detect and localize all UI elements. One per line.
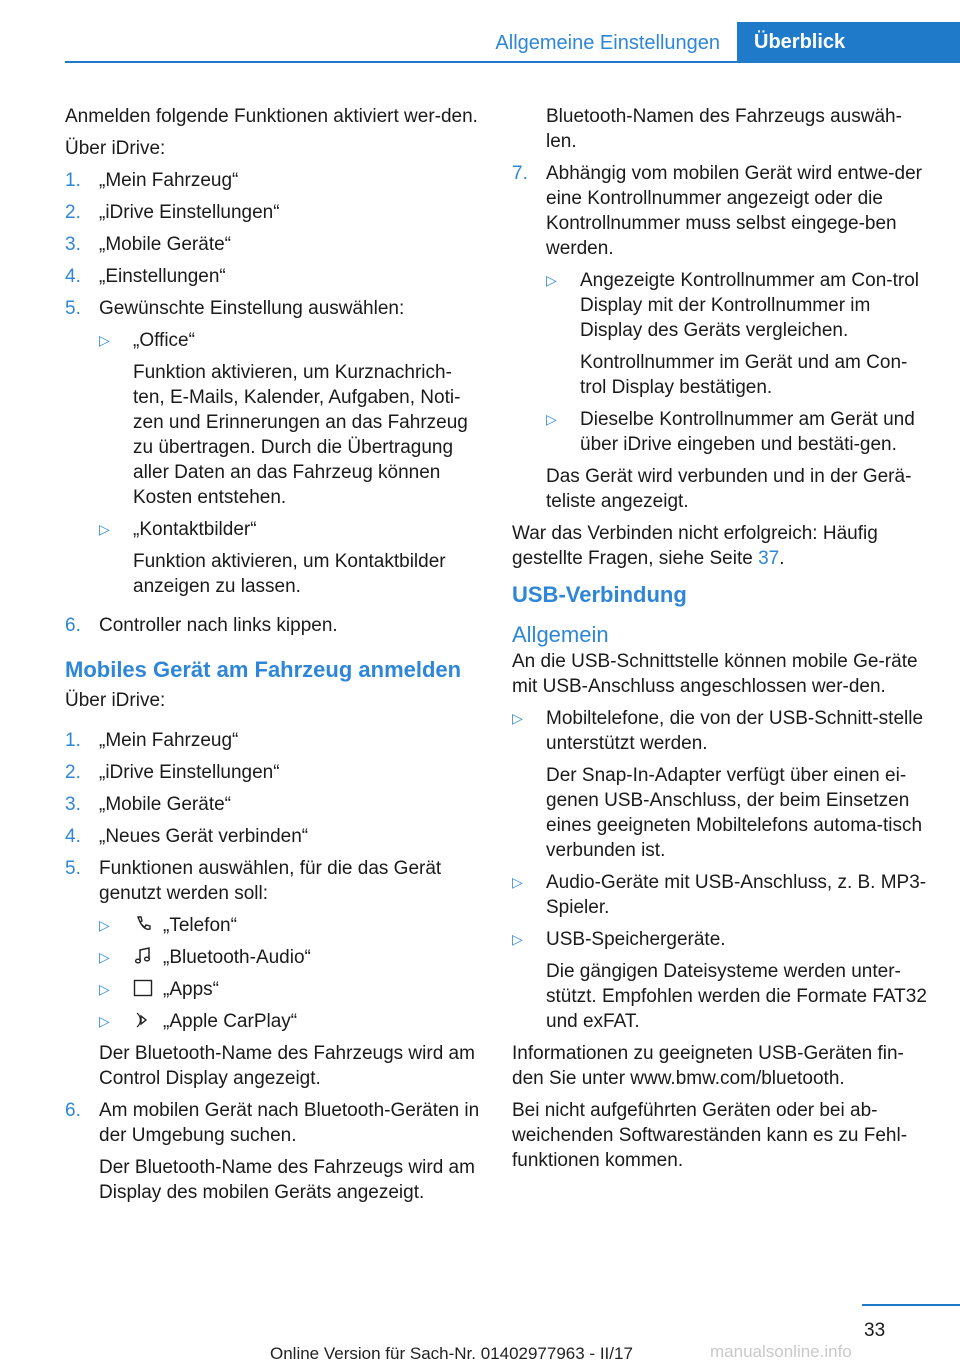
list-item bbox=[65, 168, 480, 193]
step-number: 6. bbox=[65, 615, 81, 636]
bullet-item bbox=[99, 977, 480, 1002]
idrive-label: Über iDrive: bbox=[65, 138, 166, 159]
bullet-marker: ▷ bbox=[99, 332, 110, 348]
step-text: Controller nach links kippen. bbox=[99, 615, 338, 636]
func-apps: „Apps“ bbox=[163, 979, 219, 1000]
idrive-label: Über iDrive: bbox=[65, 690, 166, 711]
bullet-item bbox=[99, 517, 480, 599]
watermark: manualsonline.info bbox=[710, 1342, 852, 1361]
list-item bbox=[65, 200, 480, 225]
bullet-text: Dieselbe Kontrollnummer am Gerät und über iDrive eingeben und bestäti‐gen. bbox=[580, 409, 915, 455]
office-title: „Office“ bbox=[133, 330, 195, 351]
bullet-marker: ▷ bbox=[99, 917, 110, 933]
bullet-item bbox=[99, 1009, 480, 1034]
bullet-item bbox=[546, 268, 930, 400]
step-text: Funktionen auswählen, für die das Gerät genutzt werden soll: bbox=[99, 858, 442, 904]
page-link[interactable]: 37 bbox=[758, 548, 780, 569]
warn-text: Bei nicht aufgeführten Geräten oder bei ab‐weichenden Softwareständen kann es zu Fehl‐funktionen kommen. bbox=[512, 1100, 908, 1171]
bullet-text: USB-Speichergeräte. bbox=[546, 929, 726, 950]
bullet-marker: ▷ bbox=[512, 874, 523, 890]
section-heading: Mobiles Gerät am Fahrzeug anmelden bbox=[65, 657, 462, 682]
step-number: 4. bbox=[65, 266, 81, 287]
step-text: Abhängig vom mobilen Gerät wird entwe‐der eine Kontrollnummer angezeigt oder die Kontrollnummer muss selbst eingege‐ben werden. bbox=[546, 163, 922, 259]
step-text: „Mein Fahrzeug“ bbox=[99, 170, 239, 191]
step-text: „Einstellungen“ bbox=[99, 266, 226, 287]
bullet-text: Der Snap-In-Adapter verfügt über einen ei‐genen USB-Anschluss, der beim Einsetzen eines geeigneten Mobiltelefons automa‐tisch verbunden ist. bbox=[546, 765, 923, 861]
bullet-marker: ▷ bbox=[512, 931, 523, 947]
bullet-text: Angezeigte Kontrollnummer am Con‐trol Display mit der Kontrollnummer im Display des Geräts vergleichen. bbox=[580, 270, 919, 341]
list-item bbox=[65, 232, 480, 257]
office-description: Funktion aktivieren, um Kurznachrich‐ten, E-Mails, Kalender, Aufgaben, Noti‐zen und Erinnerungen an das Fahrzeug zu übertragen. Durch die Übertragung aller Daten an das Fahrzeug können Kosten entstehen. bbox=[133, 362, 468, 508]
bullet-marker: ▷ bbox=[99, 949, 110, 965]
bullet-marker: ▷ bbox=[99, 521, 110, 537]
step-number: 7. bbox=[512, 163, 528, 184]
bullet-marker: ▷ bbox=[546, 411, 557, 427]
step-text: „Mein Fahrzeug“ bbox=[99, 730, 239, 751]
list-item bbox=[65, 760, 480, 785]
list-item bbox=[65, 1098, 480, 1205]
func-audio: „Bluetooth-Audio“ bbox=[163, 947, 311, 968]
step-number: 5. bbox=[65, 298, 81, 319]
list-item bbox=[65, 792, 480, 817]
list-item bbox=[65, 856, 480, 1091]
bullet-marker: ▷ bbox=[512, 710, 523, 726]
bullet-marker: ▷ bbox=[99, 981, 110, 997]
bullet-text: Kontrollnummer im Gerät und am Con‐trol Display bestätigen. bbox=[580, 352, 908, 398]
step-text: „Mobile Geräte“ bbox=[99, 234, 231, 255]
bt-name-note: Der Bluetooth-Name des Fahrzeugs wird am Control Display angezeigt. bbox=[99, 1043, 475, 1089]
bullet-marker: ▷ bbox=[99, 1013, 110, 1029]
step-text: „Neues Gerät verbinden“ bbox=[99, 826, 309, 847]
bullet-text: Audio-Geräte mit USB-Anschluss, z. B. MP3-Spieler. bbox=[546, 872, 927, 918]
step-text: Gewünschte Einstellung auswählen: bbox=[99, 298, 405, 319]
list-item bbox=[65, 824, 480, 849]
bullet-text: Mobiltelefone, die von der USB-Schnitt‐stelle unterstützt werden. bbox=[546, 708, 924, 754]
subsection-heading: Allgemein bbox=[512, 622, 609, 647]
bt-name-note: Der Bluetooth-Name des Fahrzeugs wird am Display des mobilen Geräts angezeigt. bbox=[99, 1157, 475, 1203]
right-column bbox=[512, 104, 930, 1180]
online-version: Online Version für Sach-Nr. 01402977963 - II/17 bbox=[270, 1344, 633, 1363]
apps-square-icon bbox=[133, 978, 153, 998]
list-item bbox=[65, 264, 480, 289]
list-item bbox=[512, 161, 930, 514]
page-number: 33 bbox=[864, 1320, 886, 1341]
list-item bbox=[65, 728, 480, 753]
left-column bbox=[65, 104, 480, 1212]
fail-note bbox=[512, 521, 930, 571]
step-text: „Mobile Geräte“ bbox=[99, 794, 231, 815]
step-text: „iDrive Einstellungen“ bbox=[99, 762, 280, 783]
header-section-title: Allgemeine Einstellungen bbox=[495, 32, 720, 54]
step-text: Bluetooth-Namen des Fahrzeugs auswäh‐len. bbox=[546, 106, 902, 152]
bullet-marker: ▷ bbox=[546, 272, 557, 288]
bullet-item bbox=[512, 927, 930, 1034]
header-rule bbox=[65, 61, 960, 63]
step-number: 4. bbox=[65, 826, 81, 847]
step-number: 3. bbox=[65, 794, 81, 815]
bullet-item bbox=[99, 328, 480, 510]
bullet-item bbox=[512, 870, 930, 920]
step-number: 5. bbox=[65, 858, 81, 879]
music-note-icon bbox=[133, 946, 153, 966]
fail-end: . bbox=[779, 548, 785, 569]
kontakt-title: „Kontaktbilder“ bbox=[133, 519, 257, 540]
step-text: „iDrive Einstellungen“ bbox=[99, 202, 280, 223]
step-number: 1. bbox=[65, 730, 81, 751]
bullet-text: Die gängigen Dateisysteme werden unter‐stützt. Empfohlen werden die Formate FAT32 und exFAT. bbox=[546, 961, 927, 1032]
list-item bbox=[512, 104, 930, 154]
fail-text: War das Verbinden nicht erfolgreich: Häufig gestellte Fragen, siehe Seite bbox=[512, 523, 878, 569]
kontakt-description: Funktion aktivieren, um Kontaktbilder anzeigen zu lassen. bbox=[133, 551, 446, 597]
step-number: 1. bbox=[65, 170, 81, 191]
step-number: 2. bbox=[65, 202, 81, 223]
bullet-item bbox=[99, 945, 480, 970]
play-circle-icon bbox=[133, 1010, 153, 1030]
step-number: 6. bbox=[65, 1100, 81, 1121]
footer-rule bbox=[862, 1304, 960, 1306]
bullet-item bbox=[546, 407, 930, 457]
header-tab: Überblick bbox=[737, 22, 960, 63]
phone-icon bbox=[133, 914, 153, 934]
list-item bbox=[65, 296, 480, 606]
info-text: Informationen zu geeigneten USB-Geräten fin‐den Sie unter www.bmw.com/bluetooth. bbox=[512, 1043, 904, 1089]
step-number: 2. bbox=[65, 762, 81, 783]
step-text: Am mobilen Gerät nach Bluetooth-Geräten in der Umgebung suchen. bbox=[99, 1100, 480, 1146]
intro-text: Anmelden folgende Funktionen aktiviert wer‐den. bbox=[65, 106, 478, 127]
usb-intro: An die USB-Schnittstelle können mobile Ge‐räte mit USB-Anschluss angeschlossen wer‐den. bbox=[512, 651, 918, 697]
list-item bbox=[65, 613, 480, 638]
section-heading: USB-Verbindung bbox=[512, 582, 687, 607]
func-telefon: „Telefon“ bbox=[163, 915, 237, 936]
step-number: 3. bbox=[65, 234, 81, 255]
bullet-item bbox=[512, 706, 930, 863]
func-carplay: „Apple CarPlay“ bbox=[163, 1011, 298, 1032]
connected-note: Das Gerät wird verbunden und in der Gerä‐teliste angezeigt. bbox=[546, 466, 912, 512]
bullet-item bbox=[99, 913, 480, 938]
